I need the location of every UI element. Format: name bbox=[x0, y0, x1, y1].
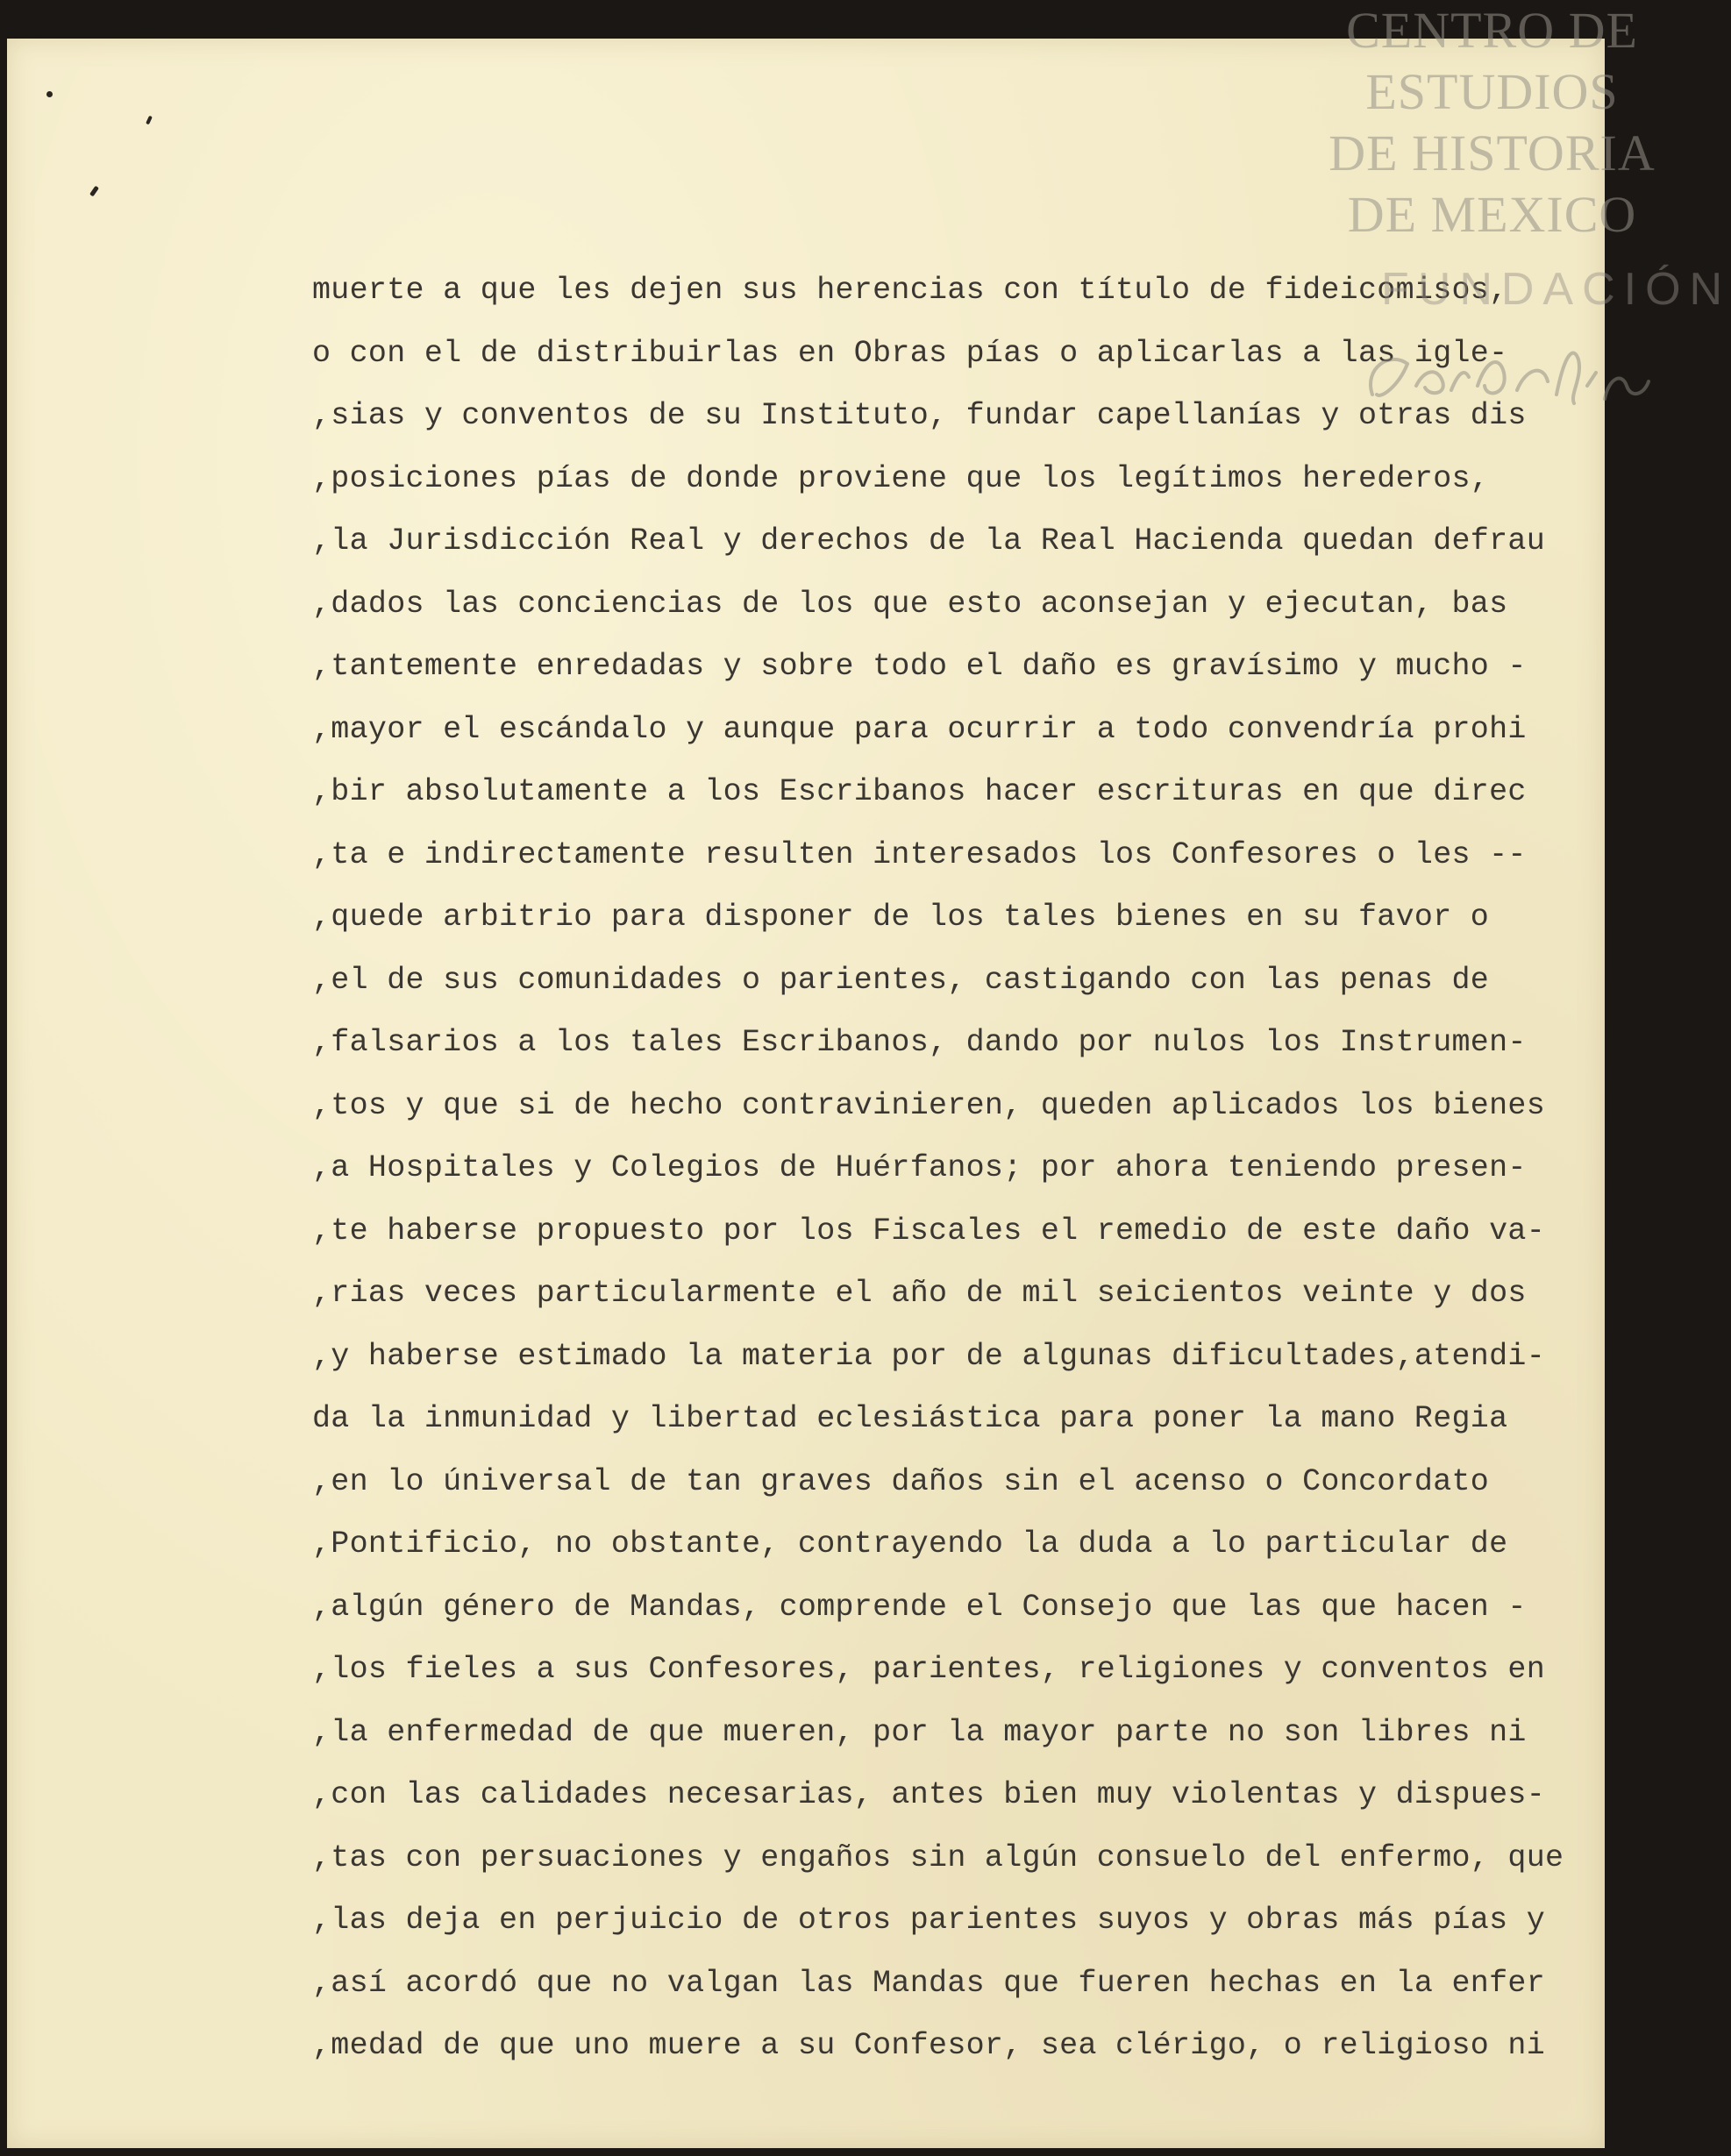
watermark-foundation: FUNDACIÓN bbox=[1381, 264, 1731, 315]
text-line: ,a Hospitales y Colegios de Huérfanos; por ahora teniendo presen- bbox=[312, 1150, 1527, 1185]
text-line: ,rias veces particularmente el año de mil seicientos veinte y dos bbox=[312, 1276, 1527, 1311]
ink-dot bbox=[46, 91, 53, 97]
text-line: ,dados las conciencias de los que esto aconsejan y ejecutan, bas bbox=[312, 586, 1508, 622]
watermark-line: DE HISTORIA bbox=[1329, 125, 1656, 181]
text-line: ,sias y conventos de su Instituto, fundar capellanías y otras dis bbox=[312, 398, 1527, 433]
text-line: ,ta e indirectamente resulten interesados los Confesores o les -- bbox=[312, 836, 1527, 872]
text-line: ,mayor el escándalo y aunque para ocurrir a todo convendría prohi bbox=[312, 711, 1527, 747]
text-line: ,la enfermedad de que mueren, por la mayor parte no son libres ni bbox=[312, 1714, 1527, 1750]
text-line: ,quede arbitrio para disponer de los tales bienes en su favor o bbox=[312, 900, 1490, 935]
text-line: ,así acordó que no valgan las Mandas que fueren hechas en la enfer bbox=[312, 1965, 1546, 2001]
text-line: ,tantemente enredadas y sobre todo el daño es gravísimo y mucho - bbox=[312, 649, 1527, 684]
ink-mark bbox=[89, 186, 99, 197]
text-line: ,la Jurisdicción Real y derechos de la Real Hacienda quedan defrau bbox=[312, 523, 1546, 559]
text-line: ,Pontificio, no obstante, contrayendo la duda a lo particular de bbox=[312, 1526, 1508, 1562]
text-line: ,algún género de Mandas, comprende el Consejo que las que hacen - bbox=[312, 1589, 1527, 1625]
text-line: ,con las calidades necesarias, antes bien muy violentas y dispues- bbox=[312, 1777, 1546, 1812]
text-line: ,medad de que uno muere a su Confesor, sea clérigo, o religioso ni bbox=[312, 2028, 1546, 2063]
watermark-line: ESTUDIOS bbox=[1365, 63, 1619, 120]
text-line: ,te haberse propuesto por los Fiscales el remedio de este daño va- bbox=[312, 1213, 1546, 1249]
watermark-line: DE MEXICO bbox=[1347, 186, 1637, 243]
text-line: ,en lo úniversal de tan graves daños sin el acenso o Concordato bbox=[312, 1463, 1490, 1499]
text-line: muerte a que les dejen sus herencias con título de fideicomisos, bbox=[312, 273, 1508, 308]
text-line: da la inmunidad y libertad eclesiástica para poner la mano Regia bbox=[312, 1401, 1508, 1436]
ink-mark bbox=[146, 116, 153, 125]
text-line: ,las deja en perjuicio de otros parientes suyos y obras más pías y bbox=[312, 1903, 1546, 1938]
signature-icon bbox=[1355, 333, 1653, 421]
text-line: ,posiciones pías de donde proviene que los legítimos herederos, bbox=[312, 460, 1490, 496]
typewritten-text bbox=[312, 260, 1592, 2078]
text-line: ,y haberse estimado la materia por de algunas dificultades,atendi- bbox=[312, 1338, 1546, 1374]
watermark-line: CENTRO DE bbox=[1346, 2, 1638, 59]
text-line: ,bir absolutamente a los Escribanos hacer escrituras en que direc bbox=[312, 774, 1527, 809]
text-line: ,tos y que si de hecho contravinieren, queden aplicados los bienes bbox=[312, 1087, 1546, 1123]
text-line: ,tas con persuaciones y engaños sin algún consuelo del enfermo, que bbox=[312, 1839, 1564, 1875]
text-line: o con el de distribuirlas en Obras pías o aplicarlas a las igle- bbox=[312, 335, 1508, 371]
text-line: ,los fieles a sus Confesores, parientes, religiones y conventos en bbox=[312, 1652, 1546, 1687]
text-line: ,el de sus comunidades o parientes, castigando con las penas de bbox=[312, 962, 1490, 998]
text-line: ,falsarios a los tales Escribanos, dando por nulos los Instrumen- bbox=[312, 1025, 1527, 1060]
